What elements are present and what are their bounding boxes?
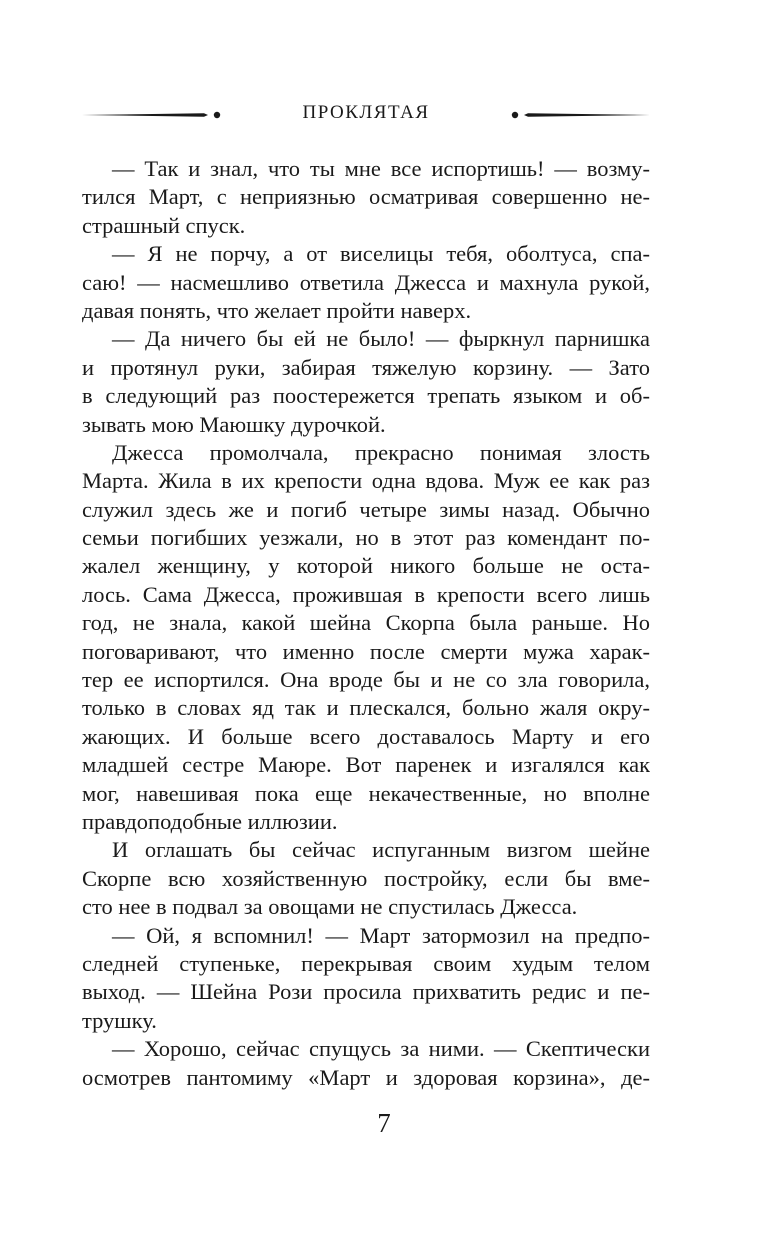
text-line: мог, навешивая пока еще некачественные, но вполне (82, 780, 650, 806)
text-line: страшный спуск. (82, 212, 246, 238)
text-line: Скорпе всю хозяйственную постройку, если бы вме- (82, 865, 650, 891)
text-line: трушку. (82, 1007, 157, 1033)
text-line: — Я не порчу, а от виселицы тебя, оболтуса, спа- (112, 241, 650, 267)
text-line: давая понять, что желает пройти наверх. (82, 297, 472, 323)
text-line: саю! — насмешливо ответила Джесса и махнула рукой, (82, 269, 650, 295)
text-line: и протянул руки, забирая тяжелую корзину. — Зато (82, 354, 650, 380)
page-number: 7 (377, 1108, 391, 1138)
text-line: тер ее испортился. Она вроде бы и не со зла говорила, (82, 667, 650, 693)
text-line: правдоподобные иллюзии. (82, 808, 338, 834)
text-line: — Хорошо, сейчас спущусь за ними. — Скептически (112, 1036, 650, 1062)
text-line: служил здесь же и погиб четыре зимы назад. Обычно (82, 496, 650, 522)
text-line: осмотрев пантомиму «Март и здоровая корзина», де- (82, 1064, 650, 1090)
text-line: следней ступеньке, перекрывая своим худым телом (82, 950, 650, 976)
text-line: семьи погибших уезжали, но в этот раз комендант по- (82, 525, 650, 551)
running-header (82, 100, 650, 130)
text-line: зывать мою Маюшку дурочкой. (82, 411, 386, 437)
text-line: жалел женщину, у которой никого больше не оста- (82, 553, 650, 579)
text-line: — Ой, я вспомнил! — Март затормозил на предпо- (112, 922, 650, 948)
running-header-title: ПРОКЛЯТАЯ (302, 102, 430, 123)
text-line: только в словах яд так и плескался, больно жаля окру- (82, 695, 650, 721)
text-line: сто нее в подвал за овощами не спустилась Джесса. (82, 894, 578, 920)
text-line: Джесса промолчала, прекрасно понимая злость (112, 439, 650, 465)
text-line: Марта. Жила в их крепости одна вдова. Муж ее как раз (82, 468, 650, 494)
text-line: выход. — Шейна Рози просила прихватить редис и пе- (82, 979, 650, 1005)
text-line: тился Март, с неприязнью осматривая совершенно не- (82, 184, 650, 210)
text-line: в следующий раз поостережется трепать языком и об- (82, 383, 650, 409)
text-line: — Так и знал, что ты мне все испортишь! — возму- (112, 156, 650, 181)
text-line: поговаривают, что именно после смерти мужа харак- (82, 638, 650, 664)
text-line: год, не знала, какой шейна Скорпа была раньше. Но (82, 610, 650, 636)
text-line: И оглашать бы сейчас испуганным визгом шейне (112, 837, 650, 863)
body-text (82, 155, 650, 1092)
text-line: лось. Сама Джесса, прожившая в крепости всего лишь (82, 581, 650, 607)
text-line: жающих. И больше всего доставалось Марту и его (82, 723, 650, 749)
text-line: — Да ничего бы ей не было! — фыркнул парнишка (112, 326, 650, 352)
text-line: младшей сестре Маюре. Вот паренек и изгалялся как (82, 752, 650, 778)
